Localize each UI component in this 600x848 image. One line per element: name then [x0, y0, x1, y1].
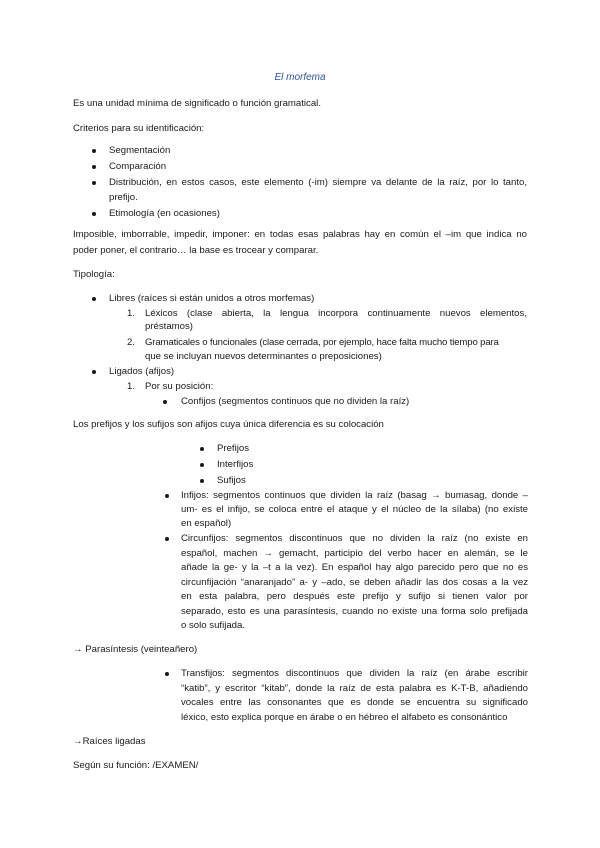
list-item: Segmentación: [109, 145, 171, 156]
parasintesis-note: → Parasíntesis (veinteañero): [73, 644, 198, 655]
list-item-libres: Libres (raíces si están unidos a otros morfemas): [109, 293, 315, 304]
afijos-paragraph: Los prefijos y los sufijos son afijos cuya única diferencia es su colocación: [73, 419, 384, 430]
circunfijos-line: español, machen → gemacht, participio del verbo hacer en alemán, se le: [181, 548, 528, 559]
list-item-continuation: que se incluyan nuevos determinantes o preposiciones): [145, 351, 382, 362]
infijos-line: Infijos: segmentos continuos que dividen la raíz (basag → bumasag, donde –: [181, 490, 528, 501]
list-item: Etimología (en ocasiones): [109, 208, 220, 219]
list-number: 2.: [127, 337, 136, 348]
circunfijos-line: circunfijación “anaranjado” a- y –ado, se deben añadir las dos cosas a la vez: [181, 577, 528, 588]
bullet-icon: [92, 165, 96, 169]
typology-heading: Tipología:: [73, 269, 115, 280]
example-paragraph-line: Imposible, imborrable, impedir, imponer: en todas esas palabras hay en común el –im que indica no: [73, 229, 527, 240]
list-item: Distribución, en estos casos, este elemento (-im) siempre va delante de la raíz, por lo tanto,: [109, 177, 527, 188]
transfijos-line: vocales entre las consonantes que es donde se encuentra su significado: [181, 697, 528, 708]
circunfijos-line: añade la ge- y la –t a la vez). En español hay algo parecido pero que no es: [181, 562, 528, 573]
list-item: Comparación: [109, 161, 167, 172]
infijos-line: en español): [181, 518, 232, 529]
example-paragraph-line: poder poner, el contrario… la base es trocear y comparar.: [73, 245, 319, 256]
circunfijos-line: separado, esto es una parasíntesis, cuando no existe una forma solo prefijada: [181, 606, 528, 617]
raices-ligadas-note: →Raíces ligadas: [73, 736, 146, 747]
bullet-icon: [92, 370, 96, 374]
bullet-icon: [92, 181, 96, 185]
list-item-continuation: préstamos): [145, 321, 193, 332]
list-number: 1.: [127, 308, 136, 319]
definition-text: Es una unidad mínima de significado o función gramatical.: [73, 98, 321, 109]
transfijos-line: “katib”, y escritor “kitab”, donde la raíz de esta palabra es K-T-B, añadiendo: [181, 683, 528, 694]
infijos-line: um- es el infijo, se coloca entre el ataque y el núcleo de la sílaba) (no existe: [181, 504, 528, 515]
bullet-icon: [165, 494, 169, 498]
bullet-icon: [200, 479, 204, 483]
bullet-icon: [165, 537, 169, 541]
bullet-icon: [92, 212, 96, 216]
list-item: Por su posición:: [145, 381, 214, 392]
list-item: Léxicos (clase abierta, la lengua incorpora continuamente nuevos elementos,: [145, 308, 527, 319]
bullet-icon: [92, 149, 96, 153]
list-item: Prefijos: [217, 443, 249, 454]
bullet-icon: [200, 463, 204, 467]
list-item-ligados: Ligados (afijos): [109, 366, 175, 377]
criteria-heading: Criterios para su identificación:: [73, 123, 205, 134]
transfijos-line: léxico, esto explica porque en árabe o en hébreo el alfabeto es consonántico: [181, 712, 508, 723]
transfijos-line: Transfijos: segmentos discontinuos que dividen la raíz (en árabe escribir: [181, 668, 528, 679]
list-item: Sufijos: [217, 475, 246, 486]
list-item-confijos: Confijos (segmentos continuos que no dividen la raíz): [181, 396, 410, 407]
bullet-icon: [92, 297, 96, 301]
list-number: 1.: [127, 381, 136, 392]
page-title: El morfema: [274, 72, 326, 83]
circunfijos-line: o solo sufijada.: [181, 620, 245, 631]
list-item-continuation: prefijo.: [109, 192, 138, 203]
circunfijos-line: Circunfijos: segmentos discontinuos que no dividen la raíz (no existe en: [181, 533, 528, 544]
segun-funcion-heading: Según su función: /EXAMEN/: [73, 760, 199, 771]
list-item: Gramaticales o funcionales (clase cerrada, por ejemplo, hace falta mucho tiempo para: [145, 337, 499, 348]
circunfijos-line: en esta palabra, pero después este prefijo y sufijo si tienen valor por: [181, 591, 528, 602]
list-item: Interfijos: [217, 459, 254, 470]
bullet-icon: [200, 447, 204, 451]
bullet-icon: [165, 672, 169, 676]
bullet-icon: [163, 400, 167, 404]
